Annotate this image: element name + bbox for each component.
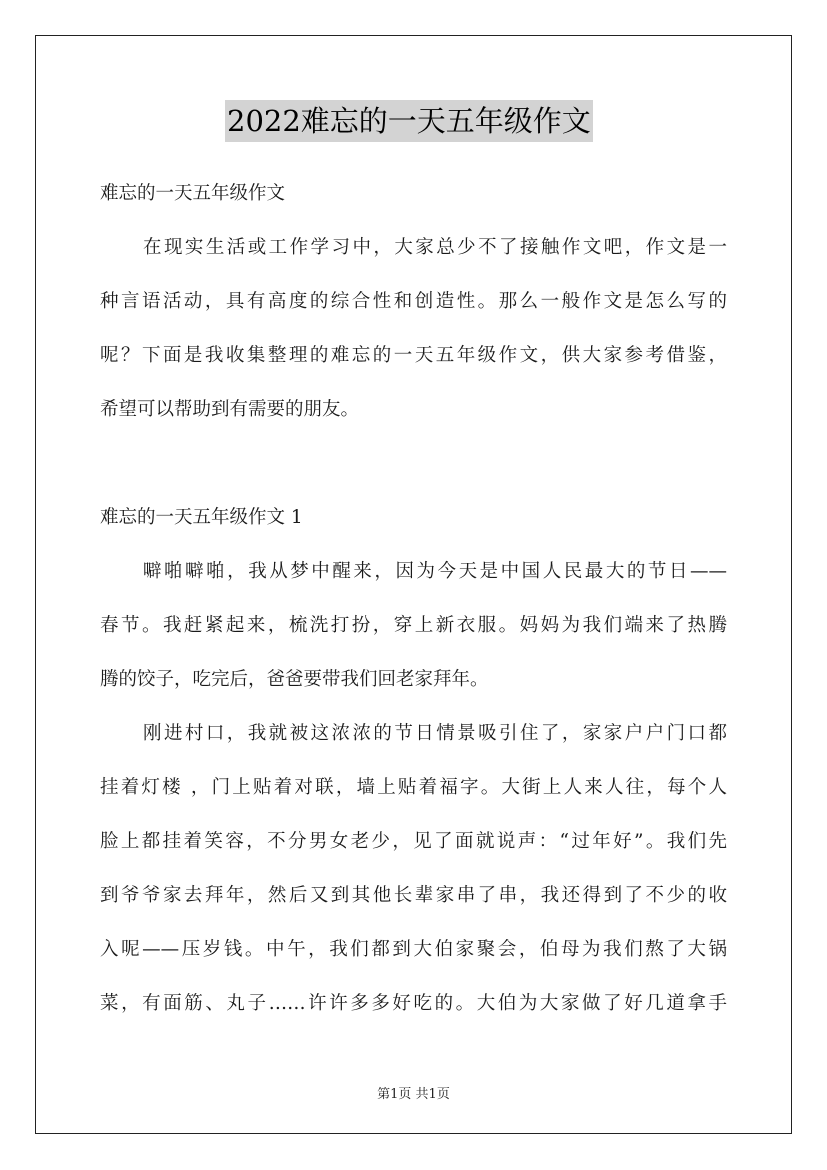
page-number: 第1页 共1页	[377, 1087, 450, 1102]
intro-line: 呢？下面是我收集整理的难忘的一天五年级作文，供大家参考借鉴，	[100, 345, 727, 366]
paragraph-line: 春节。我赶紧起来，梳洗打扮，穿上新衣服。妈妈为我们端来了热腾	[100, 615, 727, 636]
essay-heading: 难忘的一天五年级作文 1	[100, 507, 303, 528]
paragraph-line: 入呢——压岁钱。中午，我们都到大伯家聚会，伯母为我们熬了大锅	[100, 939, 727, 960]
intro-line: 希望可以帮助到有需要的朋友。	[100, 399, 360, 420]
paragraph-line: 刚进村口，我就被这浓浓的节日情景吸引住了，家家户户门口都	[143, 723, 727, 744]
intro-line: 种言语活动，具有高度的综合性和创造性。那么一般作文是怎么写的	[100, 291, 727, 312]
paragraph-line: 脸上都挂着笑容，不分男女老少，见了面就说声：“过年好”。我们先	[100, 831, 727, 852]
section-heading: 难忘的一天五年级作文	[100, 183, 286, 204]
paragraph-line: 腾的饺子，吃完后，爸爸要带我们回老家拜年。	[100, 669, 489, 690]
paragraph-line: 噼啪噼啪，我从梦中醒来，因为今天是中国人民最大的节日——	[143, 561, 727, 582]
document-title: 2022难忘的一天五年级作文	[225, 100, 593, 142]
paragraph-line: 挂着灯楼 ，门上贴着对联，墙上贴着福字。大街上人来人往，每个人	[100, 777, 727, 798]
paragraph-line: 到爷爷家去拜年，然后又到其他长辈家串了串，我还得到了不少的收	[100, 885, 727, 906]
intro-line: 在现实生活或工作学习中，大家总少不了接触作文吧，作文是一	[143, 237, 727, 258]
paragraph-line: 菜，有面筋、丸子……许许多多好吃的。大伯为大家做了好几道拿手	[100, 993, 727, 1014]
